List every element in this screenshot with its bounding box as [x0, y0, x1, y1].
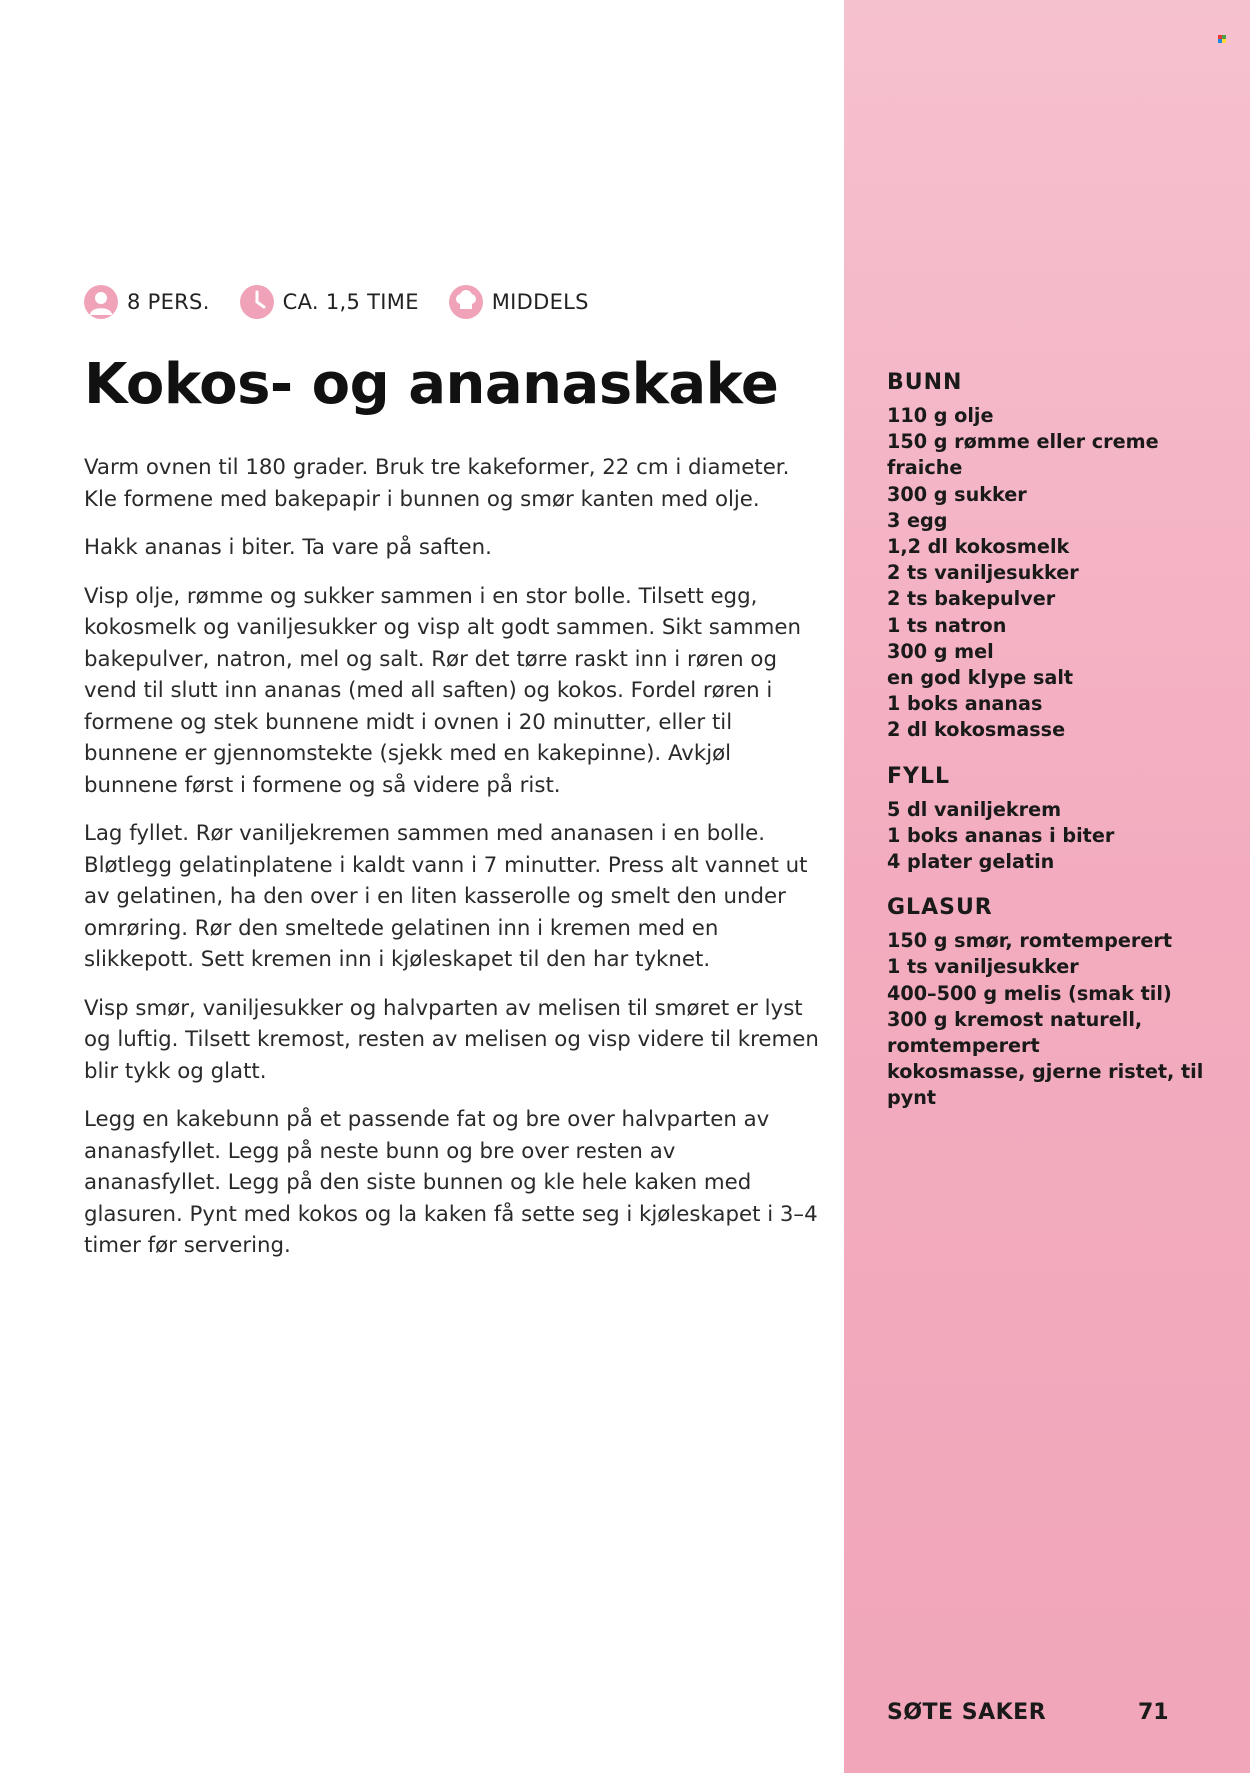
ingredient-item: en god klype salt — [887, 666, 1074, 690]
ingredient-item: 400–500 g melis (smak til) — [887, 981, 1172, 1005]
ingredient-items — [887, 797, 1237, 876]
ingredients-sidebar — [844, 0, 1250, 1773]
ingredient-items — [887, 928, 1237, 1111]
ingredient-section-fyll — [887, 764, 1237, 876]
ingredient-item: 2 ts vaniljesukker — [887, 561, 1079, 585]
section-footer: SØTE SAKER — [887, 1700, 1047, 1725]
person-icon — [84, 285, 118, 319]
ingredient-section-bunn — [887, 370, 1237, 744]
ingredient-item: kokosmasse, gjerne ristet, til pynt — [887, 1060, 1204, 1110]
instruction-paragraph: Hakk ananas i biter. Ta vare på saften. — [84, 535, 492, 560]
ingredient-item: 300 g mel — [887, 639, 994, 663]
ingredient-item: 300 g sukker — [887, 482, 1027, 506]
ingredient-item: 5 dl vaniljekrem — [887, 797, 1062, 821]
section-heading: BUNN — [887, 370, 963, 395]
ingredient-item: 1 ts vaniljesukker — [887, 955, 1079, 979]
difficulty-info — [449, 285, 589, 319]
recipe-main — [84, 0, 824, 1773]
instruction-paragraph: Visp olje, rømme og sukker sammen i en stor bolle. Tilsett egg, kokosmelk og vaniljesukker og visp alt godt sammen. Sikt sammen bakepulver, natron, mel og salt. Rør det tørre raskt inn i røren og vend til slutt inn ananas (med all saften) og kokos. Fordel røren i formene og stek bunnene midt i ovnen i 20 minutter, eller til bunnene er gjennomstekte (sjekk med en kakepinne). Avkjøl bunnene først i formene og så videre på rist. — [84, 583, 802, 798]
ingredient-item: 2 dl kokosmasse — [887, 718, 1066, 742]
ingredient-item: 300 g kremost naturell, romtemperert — [887, 1007, 1143, 1058]
chef-hat-icon — [449, 285, 483, 319]
instruction-paragraph: Legg en kakebunn på et passende fat og bre over halvparten av ananasfyllet. Legg på neste bunn og bre over resten av ananasfyllet. Legg på den siste bunnen og kle hele kaken med glasuren. Pynt med kokos og la kaken få sette seg i kjøleskapet i 3–4 timer før servering. — [84, 1107, 818, 1258]
ingredient-item: 1 ts natron — [887, 613, 1007, 637]
ingredients-list — [887, 370, 1237, 1132]
ingredient-item: 150 g smør, romtemperert — [887, 929, 1173, 953]
ingredient-section-glasur — [887, 895, 1237, 1111]
ingredient-items — [887, 403, 1237, 744]
ingredient-item: 3 egg — [887, 508, 948, 532]
time-text: CA. 1,5 TIME — [282, 290, 419, 314]
recipe-meta — [84, 285, 619, 319]
ingredient-item: 150 g rømme eller creme fraiche — [887, 430, 1159, 480]
time-info — [240, 285, 419, 319]
servings-info — [84, 285, 210, 319]
instruction-paragraph: Varm ovnen til 180 grader. Bruk tre kakeformer, 22 cm i diameter. Kle formene med bakepapir i bunnen og smør kanten med olje. — [84, 455, 790, 512]
section-heading: GLASUR — [887, 895, 993, 921]
recipe-instructions — [84, 452, 819, 1279]
page-number: 71 — [1138, 1700, 1169, 1725]
ingredient-item: 4 plater gelatin — [887, 850, 1055, 874]
servings-text: 8 PERS. — [127, 290, 210, 314]
ingredient-item: 110 g olje — [887, 404, 994, 427]
ingredient-item: 1,2 dl kokosmelk — [887, 535, 1070, 559]
ingredient-item: 1 boks ananas — [887, 692, 1043, 716]
instruction-paragraph: Lag fyllet. Rør vaniljekremen sammen med ananasen i en bolle. Bløtlegg gelatinplatene i kaldt vann i 7 minutter. Press alt vannet ut av gelatinen, ha den over i en liten kasserolle og smelt den under omrøring. Rør den smeltede gelatinen inn i kremen med en slikkepott. Sett kremen inn i kjøleskapet til den har tyknet. — [84, 821, 808, 972]
clock-icon — [240, 285, 274, 319]
recipe-title: Kokos- og ananaskake — [84, 352, 779, 417]
ingredient-item: 2 ts bakepulver — [887, 587, 1056, 611]
section-heading: FYLL — [887, 763, 950, 789]
instruction-paragraph: Visp smør, vaniljesukker og halvparten av melisen til smøret er lyst og luftig. Tilsett kremost, resten av melisen og visp videre til kremen blir tykk og glatt. — [84, 995, 819, 1084]
color-flag-icon — [1218, 35, 1226, 43]
ingredient-item: 1 boks ananas i biter — [887, 823, 1115, 847]
difficulty-text: MIDDELS — [491, 290, 589, 314]
